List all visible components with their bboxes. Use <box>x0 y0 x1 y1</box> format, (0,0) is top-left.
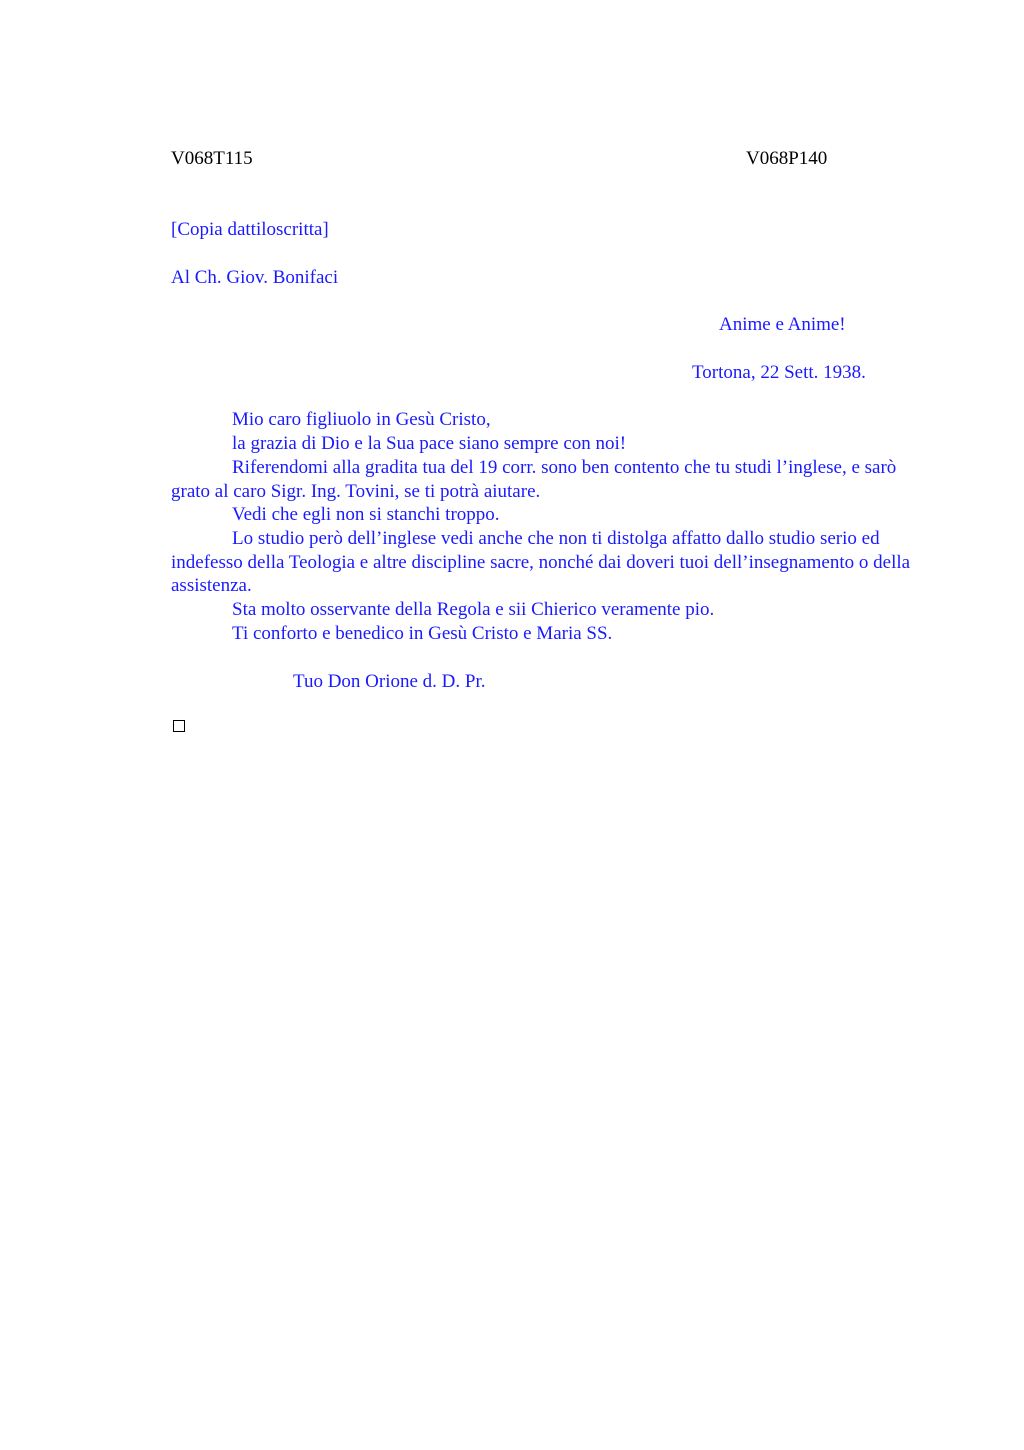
letter-paragraph: Ti conforto e benedico in Gesù Cristo e Maria SS. <box>232 623 613 644</box>
letter-paragraph: Sta molto osservante della Regola e sii Chierico veramente pio. <box>232 599 715 620</box>
header-left-code: V068T115 <box>171 148 253 169</box>
salutation: Mio caro figliuolo in Gesù Cristo, <box>232 409 491 430</box>
motto: Anime e Anime! <box>719 314 846 335</box>
letter-paragraph: Vedi che egli non si stanchi troppo. <box>232 504 500 525</box>
letter-paragraph: Riferendomi alla gradita tua del 19 corr. sono ben contento che tu studi l’inglese, e sarò grato al caro Sigr. Ing. Tovini, se ti potrà aiutare. <box>171 457 897 502</box>
place-date: Tortona, 22 Sett. 1938. <box>692 362 866 383</box>
header-right-code: V068P140 <box>746 148 828 169</box>
letter-paragraph: Lo studio però dell’inglese vedi anche che non ti distolga affatto dallo studio serio ed indefesso della Teologia e altre discipline sacre, nonché dai doveri tuoi dell’insegnamento o della assistenza. <box>171 528 911 597</box>
signature: Tuo Don Orione d. D. Pr. <box>293 671 486 692</box>
square-marker-icon <box>173 720 185 732</box>
copy-note: [Copia dattiloscritta] <box>171 219 329 240</box>
greeting: la grazia di Dio e la Sua pace siano sempre con noi! <box>232 433 627 454</box>
recipient: Al Ch. Giov. Bonifaci <box>171 267 339 288</box>
